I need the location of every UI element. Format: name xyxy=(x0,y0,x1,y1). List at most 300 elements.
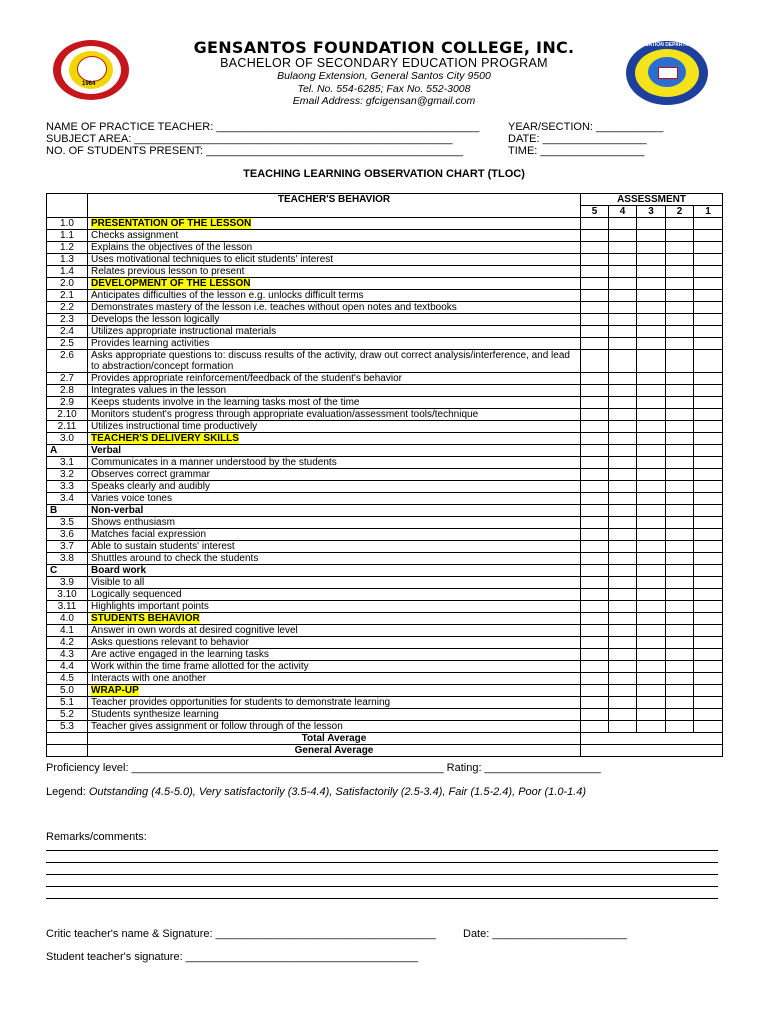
row-number: 1.3 xyxy=(47,254,88,266)
rating-cell[interactable] xyxy=(637,577,666,589)
rating-cell[interactable] xyxy=(609,457,637,469)
rating-cell[interactable] xyxy=(666,505,694,517)
table-row xyxy=(47,338,723,350)
rating-cell[interactable] xyxy=(581,350,609,373)
rating-cell[interactable] xyxy=(637,338,666,350)
summary-label: General Average xyxy=(88,745,581,757)
rating-cell[interactable] xyxy=(581,649,609,661)
rating-cell[interactable] xyxy=(581,577,609,589)
rating-cell[interactable] xyxy=(637,661,666,673)
rating-cell[interactable] xyxy=(581,529,609,541)
chart-title: TEACHING LEARNING OBSERVATION CHART (TLOC) xyxy=(243,168,525,180)
rating-cell[interactable] xyxy=(637,685,666,697)
rating-cell[interactable] xyxy=(666,278,694,290)
rating-cell[interactable] xyxy=(581,553,609,565)
time-field[interactable]: TIME: _________________ xyxy=(508,145,645,157)
rating-cell[interactable] xyxy=(666,445,694,457)
rating-cell[interactable] xyxy=(609,697,637,709)
behavior-text: Communicates in a manner understood by the students xyxy=(88,457,581,469)
behavior-text xyxy=(88,218,581,230)
rating-cell[interactable] xyxy=(581,373,609,385)
rating-cell[interactable] xyxy=(666,613,694,625)
rating-cell[interactable] xyxy=(581,721,609,733)
behavior-text: Keeps students involve in the learning tasks most of the time xyxy=(88,397,581,409)
behavior-text: Provides appropriate reinforcement/feedback of the student's behavior xyxy=(88,373,581,385)
table-row xyxy=(47,242,723,254)
rating-cell[interactable] xyxy=(694,230,723,242)
rating-cell[interactable] xyxy=(581,637,609,649)
rating-cell[interactable] xyxy=(694,601,723,613)
rating-cell[interactable] xyxy=(666,469,694,481)
rating-cell[interactable] xyxy=(694,433,723,445)
rating-cell[interactable] xyxy=(637,481,666,493)
rating-cell[interactable] xyxy=(609,326,637,338)
rating-cell[interactable] xyxy=(581,697,609,709)
rating-cell[interactable] xyxy=(581,242,609,254)
rating-cell[interactable] xyxy=(609,673,637,685)
table-row xyxy=(47,254,723,266)
rating-cell[interactable] xyxy=(609,649,637,661)
rating-cell[interactable] xyxy=(694,697,723,709)
rating-cell[interactable] xyxy=(637,457,666,469)
behavior-text: Interacts with one another xyxy=(88,673,581,685)
rating-cell[interactable] xyxy=(666,385,694,397)
row-number: 3.9 xyxy=(47,577,88,589)
section-heading: PRESENTATION OF THE LESSON xyxy=(91,218,252,229)
rating-cell[interactable] xyxy=(694,457,723,469)
rating-cell[interactable] xyxy=(609,505,637,517)
rating-cell[interactable] xyxy=(637,409,666,421)
rating-cell[interactable] xyxy=(581,709,609,721)
rating-cell[interactable] xyxy=(694,421,723,433)
rating-cell[interactable] xyxy=(609,481,637,493)
rating-cell[interactable] xyxy=(609,637,637,649)
rating-cell[interactable] xyxy=(637,314,666,326)
behavior-text: Integrates values in the lesson xyxy=(88,385,581,397)
rating-cell[interactable] xyxy=(609,338,637,350)
rating-cell[interactable] xyxy=(581,385,609,397)
date-field[interactable]: DATE: _________________ xyxy=(508,133,647,145)
table-row xyxy=(47,409,723,421)
students-present-field[interactable]: NO. OF STUDENTS PRESENT: __________________________________________ xyxy=(46,145,464,157)
rating-cell[interactable] xyxy=(637,433,666,445)
rating-cell[interactable] xyxy=(637,397,666,409)
rating-cell[interactable] xyxy=(666,649,694,661)
rating-cell[interactable] xyxy=(666,457,694,469)
behavior-text: Provides learning activities xyxy=(88,338,581,350)
proficiency-rating-field[interactable]: Proficiency level: ___________________________________________________ Rating: ___________________ xyxy=(46,762,601,774)
rating-cell[interactable] xyxy=(637,637,666,649)
rating-cell[interactable] xyxy=(609,541,637,553)
rating-cell[interactable] xyxy=(609,302,637,314)
rating-cell[interactable] xyxy=(581,505,609,517)
rating-cell[interactable] xyxy=(581,493,609,505)
rating-cell[interactable] xyxy=(609,721,637,733)
rating-cell[interactable] xyxy=(637,673,666,685)
rating-cell[interactable] xyxy=(637,697,666,709)
rating-cell[interactable] xyxy=(609,397,637,409)
remarks-line[interactable] xyxy=(46,862,718,863)
rating-cell[interactable] xyxy=(637,505,666,517)
rating-cell[interactable] xyxy=(666,314,694,326)
rating-cell[interactable] xyxy=(666,373,694,385)
rating-cell[interactable] xyxy=(637,290,666,302)
rating-cell[interactable] xyxy=(609,242,637,254)
table-row xyxy=(47,421,723,433)
rating-cell[interactable] xyxy=(694,445,723,457)
rating-cell[interactable] xyxy=(581,397,609,409)
rating-cell[interactable] xyxy=(694,242,723,254)
rating-cell[interactable] xyxy=(694,529,723,541)
rating-cell[interactable] xyxy=(581,469,609,481)
rating-cell[interactable] xyxy=(637,529,666,541)
rating-cell[interactable] xyxy=(609,613,637,625)
table-row xyxy=(47,230,723,242)
rating-cell[interactable] xyxy=(694,266,723,278)
rating-cell[interactable] xyxy=(666,517,694,529)
rating-cell[interactable] xyxy=(694,385,723,397)
rating-cell[interactable] xyxy=(609,469,637,481)
rating-cell[interactable] xyxy=(694,314,723,326)
table-row xyxy=(47,517,723,529)
rating-cell[interactable] xyxy=(694,673,723,685)
row-number: 4.4 xyxy=(47,661,88,673)
rating-cell[interactable] xyxy=(694,481,723,493)
rating-cell[interactable] xyxy=(666,397,694,409)
table-row xyxy=(47,314,723,326)
rating-cell[interactable] xyxy=(637,326,666,338)
rating-cell[interactable] xyxy=(637,649,666,661)
rating-cell[interactable] xyxy=(666,481,694,493)
rating-cell[interactable] xyxy=(694,373,723,385)
rating-cell[interactable] xyxy=(581,673,609,685)
rating-cell[interactable] xyxy=(637,565,666,577)
behavior-text xyxy=(88,278,581,290)
rating-cell[interactable] xyxy=(581,685,609,697)
rating-cell[interactable] xyxy=(609,254,637,266)
rating-cell[interactable] xyxy=(694,350,723,373)
rating-cell[interactable] xyxy=(637,373,666,385)
rating-cell[interactable] xyxy=(694,409,723,421)
rating-cell[interactable] xyxy=(666,601,694,613)
rating-cell[interactable] xyxy=(666,493,694,505)
table-row xyxy=(47,326,723,338)
rating-cell[interactable] xyxy=(694,218,723,230)
behavior-text: Anticipates difficulties of the lesson e.g. unlocks difficult terms xyxy=(88,290,581,302)
rating-cell[interactable] xyxy=(609,589,637,601)
rating-cell[interactable] xyxy=(609,685,637,697)
rating-cell[interactable] xyxy=(666,685,694,697)
rating-cell[interactable] xyxy=(581,338,609,350)
rating-cell[interactable] xyxy=(637,385,666,397)
rating-cell[interactable] xyxy=(581,230,609,242)
rating-cell[interactable] xyxy=(694,517,723,529)
college-address: Bulaong Extension, General Santos City 9500 xyxy=(277,70,491,82)
rating-cell[interactable] xyxy=(609,493,637,505)
row-number: 4.3 xyxy=(47,649,88,661)
rating-cell[interactable] xyxy=(694,685,723,697)
rating-cell[interactable] xyxy=(581,409,609,421)
row-number: 3.4 xyxy=(47,493,88,505)
behavior-text: Are active engaged in the learning tasks xyxy=(88,649,581,661)
student-signature-field[interactable]: Student teacher's signature: ______________________________________ xyxy=(46,951,419,963)
rating-cell[interactable] xyxy=(694,541,723,553)
rating-cell[interactable] xyxy=(694,613,723,625)
rating-cell[interactable] xyxy=(666,421,694,433)
rating-cell[interactable] xyxy=(609,709,637,721)
rating-cell[interactable] xyxy=(637,553,666,565)
row-number: 4.5 xyxy=(47,673,88,685)
rating-cell[interactable] xyxy=(666,433,694,445)
table-row xyxy=(47,218,723,230)
rating-cell[interactable] xyxy=(637,541,666,553)
row-number: 5.0 xyxy=(47,685,88,697)
rating-cell[interactable] xyxy=(694,338,723,350)
rating-cell[interactable] xyxy=(581,457,609,469)
rating-cell[interactable] xyxy=(666,565,694,577)
row-number: 2.2 xyxy=(47,302,88,314)
behavior-text: Utilizes appropriate instructional materials xyxy=(88,326,581,338)
table-row xyxy=(47,433,723,445)
rating-cell[interactable] xyxy=(609,529,637,541)
rating-cell[interactable] xyxy=(581,266,609,278)
rating-cell[interactable] xyxy=(666,589,694,601)
rating-cell[interactable] xyxy=(637,625,666,637)
rating-cell[interactable] xyxy=(637,242,666,254)
rating-cell[interactable] xyxy=(666,553,694,565)
behavior-text: Shows enthusiasm xyxy=(88,517,581,529)
behavior-text: Observes correct grammar xyxy=(88,469,581,481)
rating-cell[interactable] xyxy=(637,601,666,613)
rating-cell[interactable] xyxy=(637,709,666,721)
rating-cell[interactable] xyxy=(609,278,637,290)
rating-cell[interactable] xyxy=(666,541,694,553)
rating-cell[interactable] xyxy=(666,302,694,314)
behavior-text: Asks questions relevant to behavior xyxy=(88,637,581,649)
rating-cell[interactable] xyxy=(581,254,609,266)
rating-cell[interactable] xyxy=(609,625,637,637)
behavior-text: Teacher provides opportunities for students to demonstrate learning xyxy=(88,697,581,709)
row-number: 1.4 xyxy=(47,266,88,278)
rating-cell[interactable] xyxy=(581,541,609,553)
rating-cell[interactable] xyxy=(581,565,609,577)
rating-cell[interactable] xyxy=(694,493,723,505)
summary-value-cell[interactable] xyxy=(581,745,723,757)
table-row xyxy=(47,445,723,457)
row-number: 2.10 xyxy=(47,409,88,421)
rating-cell[interactable] xyxy=(609,421,637,433)
remarks-label: Remarks/comments: xyxy=(46,831,147,843)
assessment-scale-header: 1 xyxy=(694,206,723,218)
rating-cell[interactable] xyxy=(637,266,666,278)
rating-cell[interactable] xyxy=(637,218,666,230)
rating-cell[interactable] xyxy=(666,661,694,673)
rating-cell[interactable] xyxy=(666,266,694,278)
summary-value-cell[interactable] xyxy=(581,733,723,745)
rating-cell[interactable] xyxy=(694,721,723,733)
rating-cell[interactable] xyxy=(666,242,694,254)
critic-signature-field[interactable]: Critic teacher's name & Signature: ____________________________________ xyxy=(46,928,436,940)
critic-date-field[interactable]: Date: ______________________ xyxy=(463,928,627,940)
rating-cell[interactable] xyxy=(666,409,694,421)
rating-cell[interactable] xyxy=(694,637,723,649)
rating-cell[interactable] xyxy=(637,493,666,505)
row-number: 3.5 xyxy=(47,517,88,529)
rating-cell[interactable] xyxy=(666,350,694,373)
rating-cell[interactable] xyxy=(609,661,637,673)
behavior-text: Develops the lesson logically xyxy=(88,314,581,326)
row-number: 2.7 xyxy=(47,373,88,385)
behavior-text: Explains the objectives of the lesson xyxy=(88,242,581,254)
rating-cell[interactable] xyxy=(666,290,694,302)
behavior-text: Shuttles around to check the students xyxy=(88,553,581,565)
table-row xyxy=(47,661,723,673)
rating-cell[interactable] xyxy=(694,254,723,266)
rating-cell[interactable] xyxy=(609,314,637,326)
rating-cell[interactable] xyxy=(637,350,666,373)
rating-cell[interactable] xyxy=(694,505,723,517)
behavior-text xyxy=(88,685,581,697)
rating-cell[interactable] xyxy=(581,326,609,338)
table-row xyxy=(47,577,723,589)
rating-cell[interactable] xyxy=(581,517,609,529)
rating-cell[interactable] xyxy=(581,625,609,637)
rating-cell[interactable] xyxy=(694,326,723,338)
remarks-line[interactable] xyxy=(46,886,718,887)
behavior-text: Matches facial expression xyxy=(88,529,581,541)
rating-cell[interactable] xyxy=(666,673,694,685)
rating-cell[interactable] xyxy=(609,385,637,397)
row-number: 5.3 xyxy=(47,721,88,733)
rating-cell[interactable] xyxy=(581,290,609,302)
row-number: 3.7 xyxy=(47,541,88,553)
rating-cell[interactable] xyxy=(694,278,723,290)
rating-cell[interactable] xyxy=(609,517,637,529)
rating-cell[interactable] xyxy=(694,553,723,565)
rating-cell[interactable] xyxy=(666,218,694,230)
rating-cell[interactable] xyxy=(694,625,723,637)
rating-cell[interactable] xyxy=(637,721,666,733)
rating-cell[interactable] xyxy=(666,709,694,721)
rating-cell[interactable] xyxy=(581,601,609,613)
rating-cell[interactable] xyxy=(694,661,723,673)
rating-cell[interactable] xyxy=(581,613,609,625)
behavior-text: Demonstrates mastery of the lesson i.e. teaches without open notes and textbooks xyxy=(88,302,581,314)
rating-cell[interactable] xyxy=(694,649,723,661)
behavior-text: Checks assignment xyxy=(88,230,581,242)
rating-cell[interactable] xyxy=(581,589,609,601)
college-contact: Tel. No. 554-6285; Fax No. 552-3008 xyxy=(297,83,471,95)
rating-cell[interactable] xyxy=(666,338,694,350)
rating-cell[interactable] xyxy=(581,302,609,314)
rating-cell[interactable] xyxy=(666,697,694,709)
rating-cell[interactable] xyxy=(666,577,694,589)
rating-cell[interactable] xyxy=(581,278,609,290)
rating-cell[interactable] xyxy=(609,577,637,589)
summary-label: Total Average xyxy=(88,733,581,745)
row-number: 2.3 xyxy=(47,314,88,326)
remarks-line[interactable] xyxy=(46,898,718,899)
rating-cell[interactable] xyxy=(609,409,637,421)
rating-cell[interactable] xyxy=(637,278,666,290)
rating-cell[interactable] xyxy=(694,302,723,314)
rating-cell[interactable] xyxy=(609,266,637,278)
remarks-line[interactable] xyxy=(46,874,718,875)
rating-cell[interactable] xyxy=(609,445,637,457)
rating-cell[interactable] xyxy=(694,589,723,601)
rating-cell[interactable] xyxy=(581,661,609,673)
rating-cell[interactable] xyxy=(694,577,723,589)
rating-cell[interactable] xyxy=(637,613,666,625)
practice-teacher-field[interactable]: NAME OF PRACTICE TEACHER: ___________________________________________ xyxy=(46,121,480,133)
rating-cell[interactable] xyxy=(637,302,666,314)
rating-cell[interactable] xyxy=(609,553,637,565)
table-row xyxy=(47,553,723,565)
row-number: 3.8 xyxy=(47,553,88,565)
rating-cell[interactable] xyxy=(609,433,637,445)
subject-area-field[interactable]: SUBJECT AREA: ____________________________________________________ xyxy=(46,133,453,145)
year-section-field[interactable]: YEAR/SECTION: ___________ xyxy=(508,121,664,133)
rating-cell[interactable] xyxy=(609,373,637,385)
rating-cell[interactable] xyxy=(609,218,637,230)
rating-cell[interactable] xyxy=(581,421,609,433)
observation-table xyxy=(46,193,723,757)
rating-cell[interactable] xyxy=(666,230,694,242)
rating-cell[interactable] xyxy=(666,625,694,637)
table-row xyxy=(47,302,723,314)
rating-cell[interactable] xyxy=(581,314,609,326)
row-number: 2.4 xyxy=(47,326,88,338)
rating-cell[interactable] xyxy=(694,469,723,481)
rating-cell[interactable] xyxy=(637,254,666,266)
rating-cell[interactable] xyxy=(609,601,637,613)
rating-cell[interactable] xyxy=(694,290,723,302)
college-name: GENSANTOS FOUNDATION COLLEGE, INC. xyxy=(193,38,575,57)
row-number: 1.1 xyxy=(47,230,88,242)
rating-cell[interactable] xyxy=(694,397,723,409)
row-number xyxy=(47,745,88,757)
rating-cell[interactable] xyxy=(637,230,666,242)
table-row xyxy=(47,589,723,601)
rating-cell[interactable] xyxy=(609,350,637,373)
rating-cell[interactable] xyxy=(666,254,694,266)
rating-cell[interactable] xyxy=(581,433,609,445)
rating-cell[interactable] xyxy=(581,445,609,457)
rating-cell[interactable] xyxy=(581,481,609,493)
rating-cell[interactable] xyxy=(637,589,666,601)
table-row xyxy=(47,385,723,397)
rating-cell[interactable] xyxy=(666,326,694,338)
rating-cell[interactable] xyxy=(609,230,637,242)
rating-cell[interactable] xyxy=(581,218,609,230)
remarks-line[interactable] xyxy=(46,850,718,851)
table-row xyxy=(47,673,723,685)
rating-cell[interactable] xyxy=(637,421,666,433)
rating-cell[interactable] xyxy=(666,721,694,733)
section-heading: DEVELOPMENT OF THE LESSON xyxy=(91,278,251,289)
rating-cell[interactable] xyxy=(609,565,637,577)
behavior-column-header: TEACHER'S BEHAVIOR xyxy=(88,194,581,218)
rating-cell[interactable] xyxy=(637,469,666,481)
rating-cell[interactable] xyxy=(637,445,666,457)
rating-cell[interactable] xyxy=(694,565,723,577)
rating-cell[interactable] xyxy=(666,637,694,649)
rating-cell[interactable] xyxy=(694,709,723,721)
row-number: 4.2 xyxy=(47,637,88,649)
rating-cell[interactable] xyxy=(666,529,694,541)
rating-cell[interactable] xyxy=(609,290,637,302)
rating-cell[interactable] xyxy=(637,517,666,529)
